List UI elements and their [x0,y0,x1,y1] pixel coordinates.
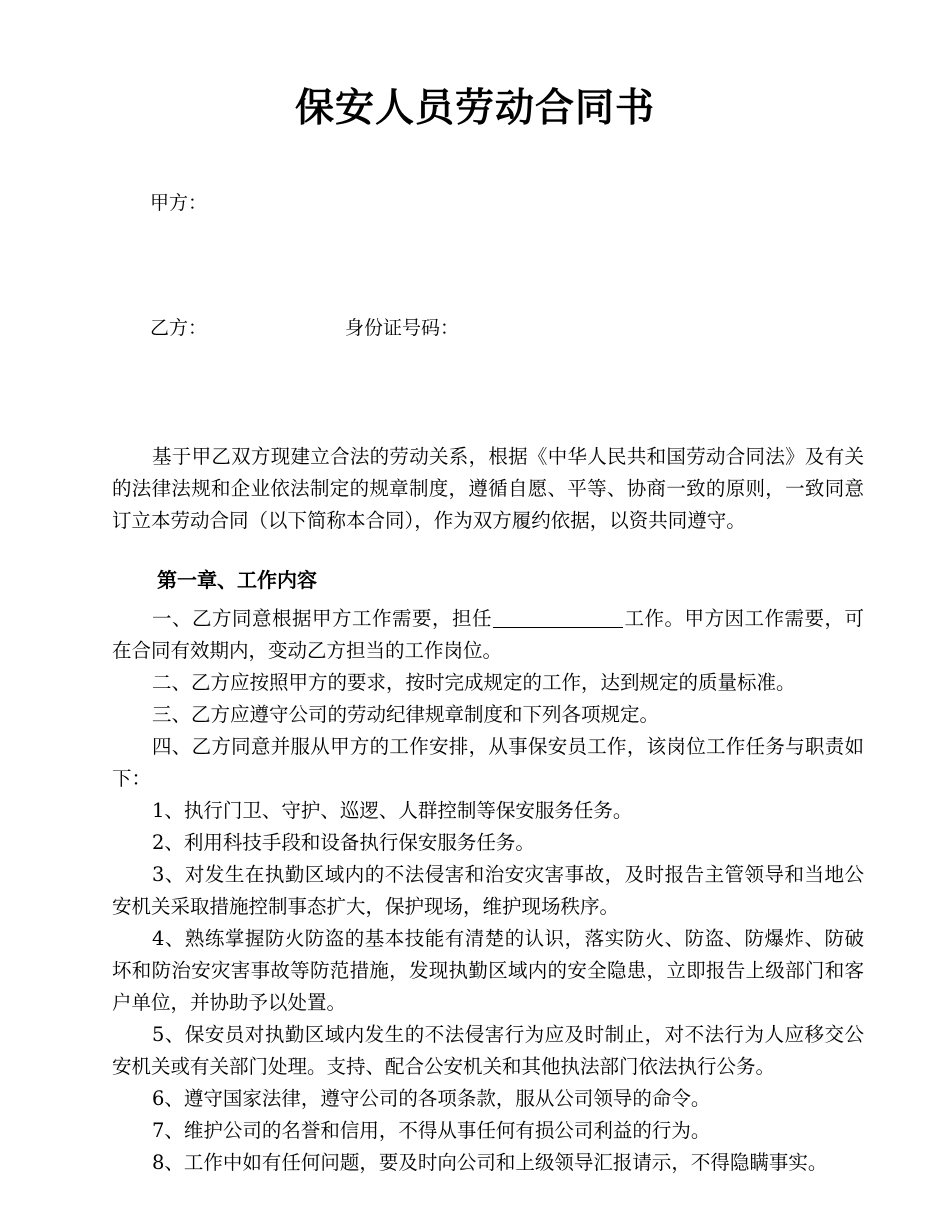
clause-item: 7、维护公司的名誉和信用，不得从事任何有损公司利益的行为。 [152,1119,711,1142]
clause-item: 四、乙方同意并服从甲方的工作安排，从事保安员工作，该岗位工作任务与职责如下： [112,735,864,790]
preamble-paragraph: 基于甲乙双方现建立合法的劳动关系，根据《中华人民共和国劳动合同法》及有关的法律法规和企业依法制定的规章制度，遵循自愿、平等、协商一致的原则，一致同意订立本劳动合同（以下简称本合同），作为双方履约依据，以资共同遵守。 [112,445,864,532]
chapter-one-heading: 第一章、工作内容 [157,568,317,592]
page-title: 保安人员劳动合同书 [294,86,655,131]
clause-item: 2、利用科技手段和设备执行保安服务任务。 [152,831,535,854]
clause-item: 1、执行门卫、守护、巡逻、人群控制等保安服务任务。 [152,799,633,822]
party-b-row [150,313,850,343]
clause-item: 二、乙方应按照甲方的要求，按时完成规定的工作，达到规定的质量标准。 [152,671,796,694]
clause-item: 5、保安员对执勤区域内发生的不法侵害行为应及时制止，对不法行为人应移交公安机关或有关部门处理。支持、配合公安机关和其他执法部门依法执行公务。 [112,1023,864,1078]
party-b-label: 乙方： [150,317,208,339]
clause-item: 6、遵守国家法律，遵守公司的各项条款，服从公司领导的命令。 [152,1087,711,1110]
clause-with-blank [112,603,864,667]
job-title-blank-field[interactable] [493,627,623,628]
clause-item: 8、工作中如有任何问题，要及时向公司和上级领导汇报请示，不得隐瞒事实。 [152,1151,828,1174]
party-a-field [150,188,207,218]
id-number-label: 身份证号码： [345,317,460,339]
clause-1-text-after: 工作。甲方因工作需要，可在合同有效期内，变动乙方担当的工作岗位。 [112,607,864,662]
clause-item: 3、对发生在执勤区域内的不法侵害和治安灾害事故，及时报告主管领导和当地公安机关采取措施控制事态扩大，保护现场，维护现场秩序。 [112,863,864,918]
clause-item: 4、熟练掌握防火防盗的基本技能有清楚的认识，落实防火、防盗、防爆炸、防破坏和防治安灾害事故等防范措施，发现执勤区域内的安全隐患，立即报告上级部门和客户单位，并协助予以处置。 [112,927,864,1014]
party-a-label: 甲方： [150,192,208,214]
clause-1-text-before: 一、乙方同意根据甲方工作需要，担任 [152,607,492,630]
clause-item: 三、乙方应遵守公司的劳动纪律规章制度和下列各项规定。 [152,703,660,726]
chapter-one-clauses [112,603,864,1179]
